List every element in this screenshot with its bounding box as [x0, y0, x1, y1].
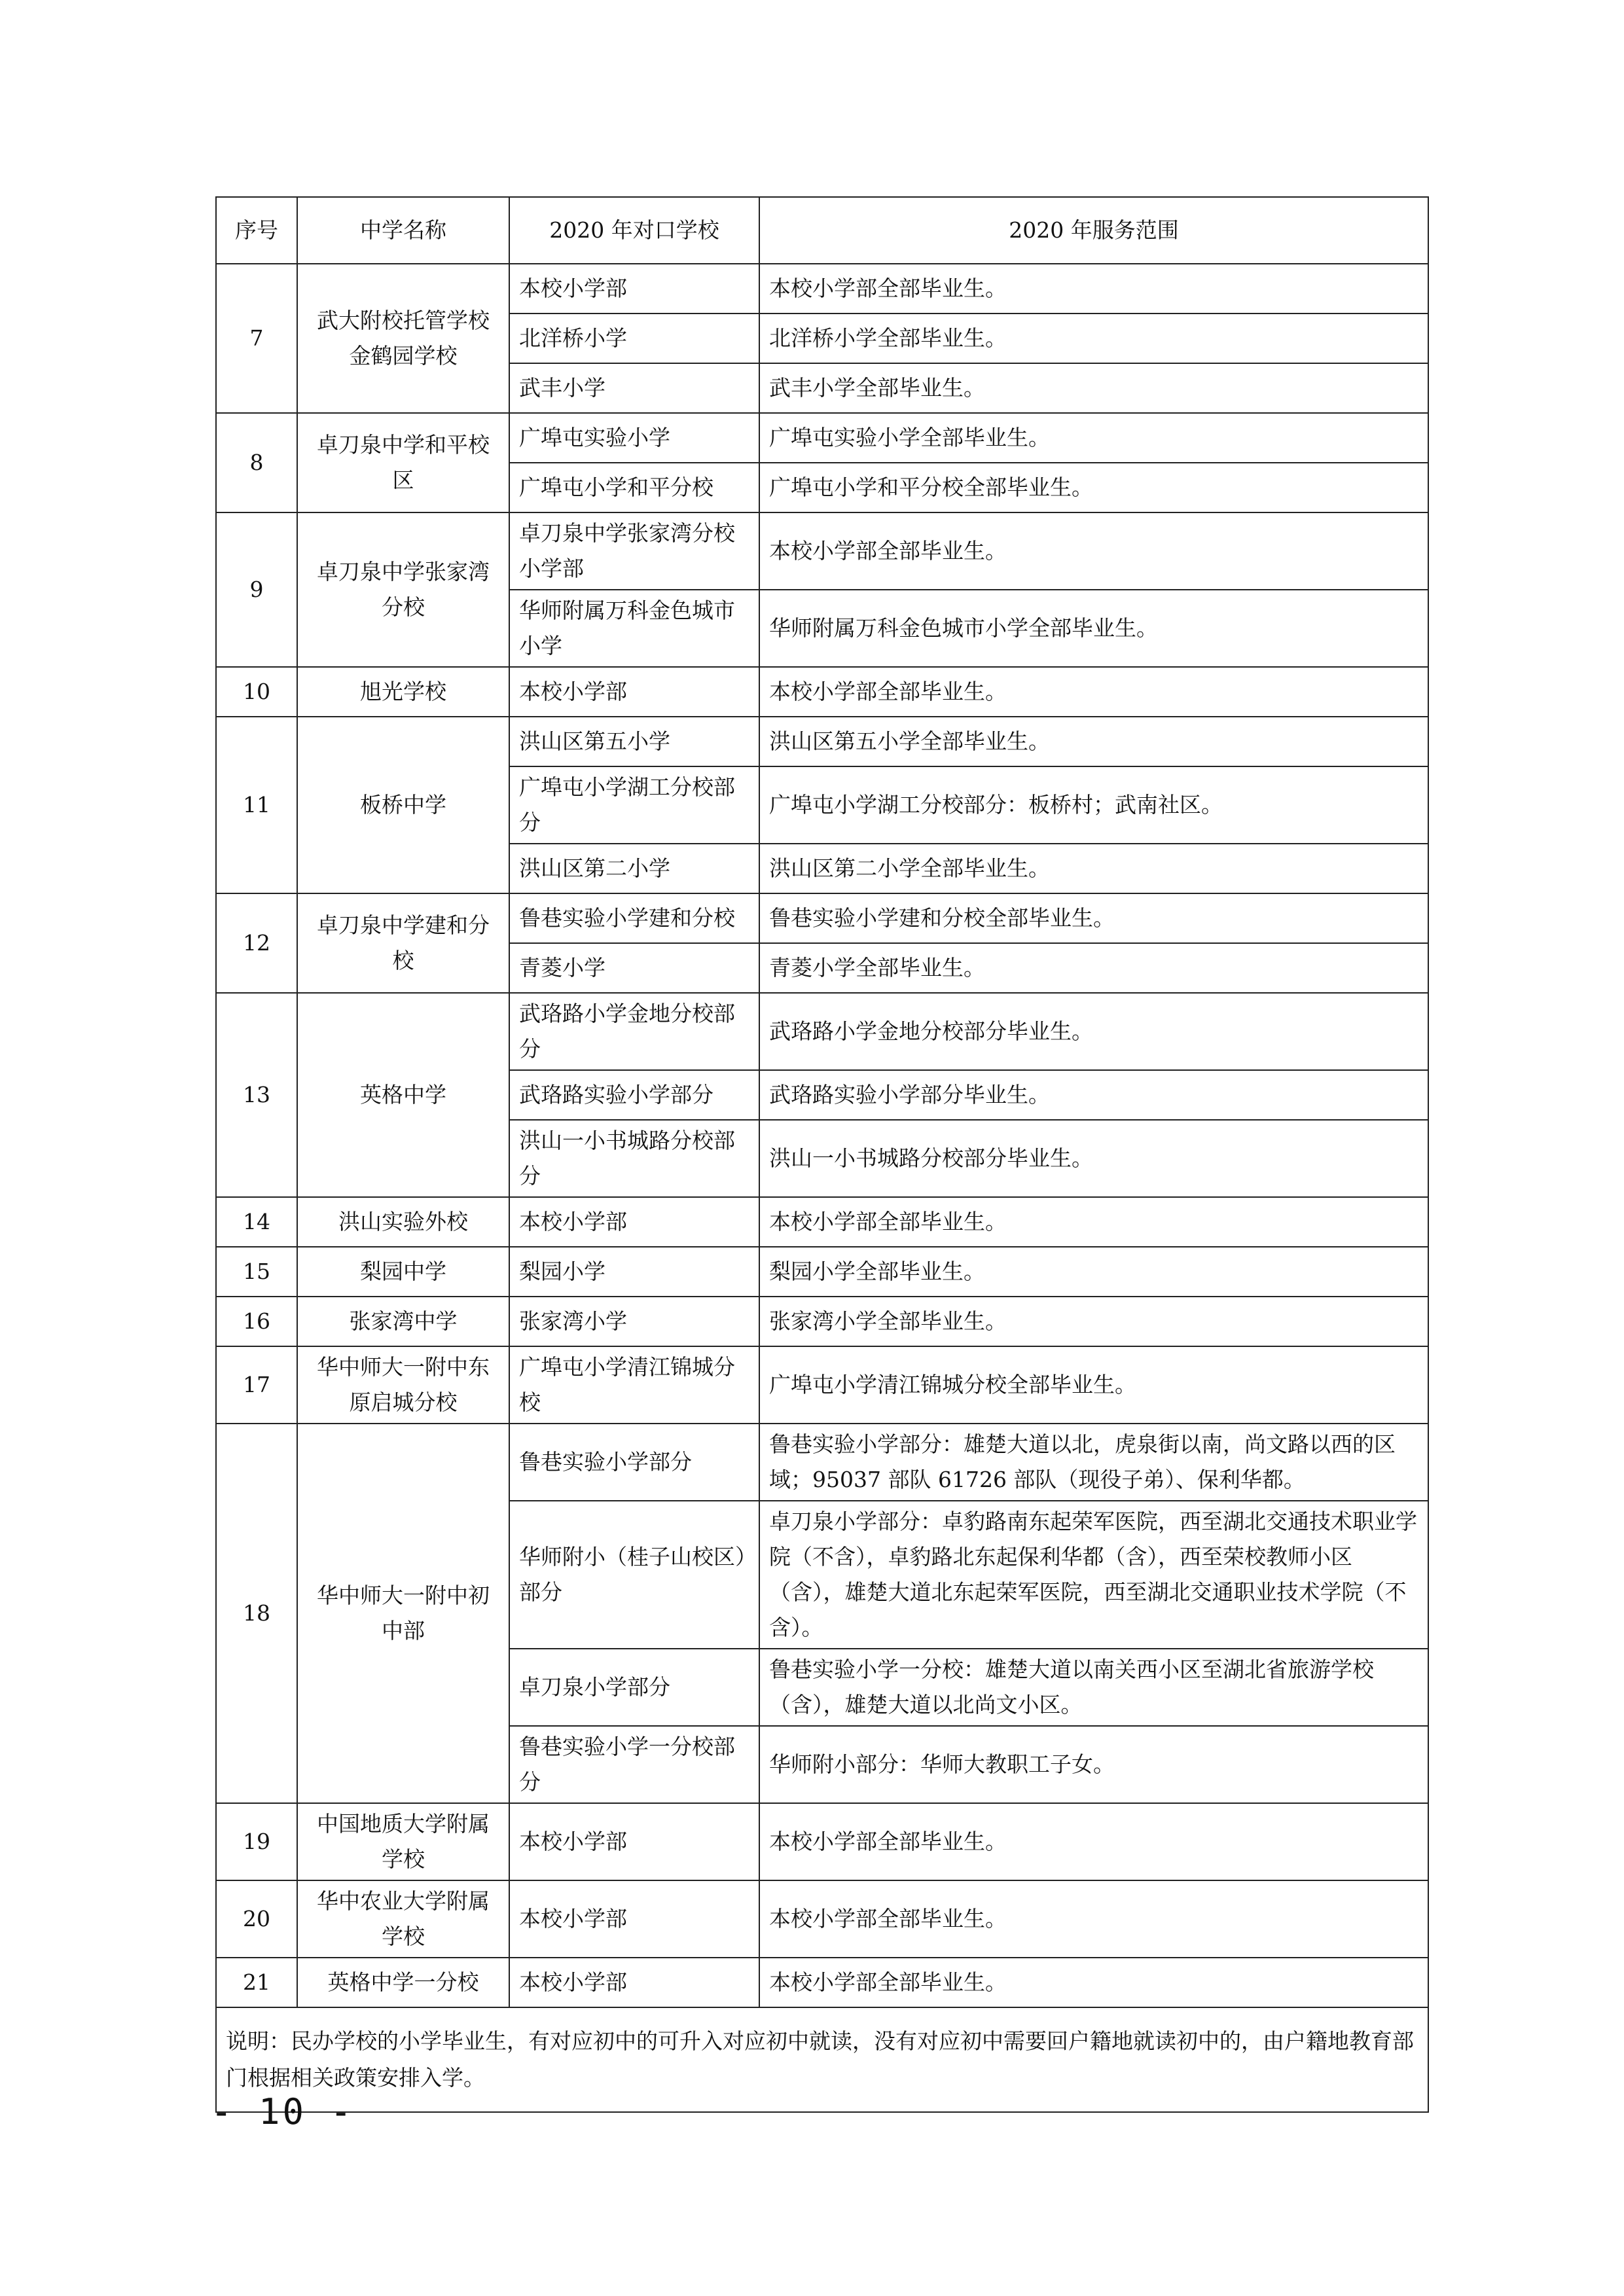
service-scope-cell: 梨园小学全部毕业生。 — [759, 1247, 1428, 1297]
service-scope-cell: 本校小学部全部毕业生。 — [759, 512, 1428, 590]
header-paired-school: 2020 年对口学校 — [509, 197, 759, 264]
paired-school-cell: 武珞路实验小学部分 — [509, 1070, 759, 1120]
service-scope-cell: 武丰小学全部毕业生。 — [759, 363, 1428, 413]
page-number: - 10 - — [211, 2091, 355, 2132]
serial-number-cell: 9 — [216, 512, 297, 667]
service-scope-cell: 华师附属万科金色城市小学全部毕业生。 — [759, 590, 1428, 667]
paired-school-cell: 北洋桥小学 — [509, 314, 759, 363]
table-row — [216, 413, 1428, 463]
table-row — [216, 1424, 1428, 1501]
service-scope-cell: 鲁巷实验小学部分：雄楚大道以北，虎泉街以南，尚文路以西的区域；95037 部队 61726 部队（现役子弟）、保利华都。 — [759, 1424, 1428, 1501]
serial-number-cell: 15 — [216, 1247, 297, 1297]
school-assignment-table — [215, 196, 1429, 2113]
service-scope-cell: 广埠屯小学湖工分校部分：板桥村；武南社区。 — [759, 766, 1428, 844]
table-note: 说明：民办学校的小学毕业生，有对应初中的可升入对应初中就读，没有对应初中需要回户籍地就读初中的，由户籍地教育部门根据相关政策安排入学。 — [216, 2007, 1428, 2112]
paired-school-cell: 武珞路小学金地分校部分 — [509, 993, 759, 1070]
service-scope-cell: 武珞路小学金地分校部分毕业生。 — [759, 993, 1428, 1070]
service-scope-cell: 本校小学部全部毕业生。 — [759, 1958, 1428, 2007]
middle-school-cell: 华中师大一附中初中部 — [297, 1424, 509, 1803]
serial-number-cell: 19 — [216, 1803, 297, 1880]
service-scope-cell: 武珞路实验小学部分毕业生。 — [759, 1070, 1428, 1120]
table-row — [216, 1346, 1428, 1424]
serial-number-cell: 7 — [216, 264, 297, 413]
middle-school-cell: 华中农业大学附属学校 — [297, 1880, 509, 1958]
serial-number-cell: 12 — [216, 893, 297, 993]
service-scope-cell: 卓刀泉小学部分：卓豹路南东起荣军医院，西至湖北交通技术职业学院（不含），卓豹路北东起保利华都（含），西至荣校教师小区（含），雄楚大道北东起荣军医院，西至湖北交通职业技术学院（不含）。 — [759, 1501, 1428, 1649]
service-scope-cell: 鲁巷实验小学一分校：雄楚大道以南关西小区至湖北省旅游学校（含），雄楚大道以北尚文小区。 — [759, 1649, 1428, 1726]
table-row — [216, 893, 1428, 943]
middle-school-cell: 中国地质大学附属学校 — [297, 1803, 509, 1880]
paired-school-cell: 华师附属万科金色城市小学 — [509, 590, 759, 667]
service-scope-cell: 鲁巷实验小学建和分校全部毕业生。 — [759, 893, 1428, 943]
paired-school-cell: 梨园小学 — [509, 1247, 759, 1297]
header-serial-number: 序号 — [216, 197, 297, 264]
middle-school-cell: 卓刀泉中学建和分校 — [297, 893, 509, 993]
service-scope-cell: 华师附小部分：华师大教职工子女。 — [759, 1726, 1428, 1803]
paired-school-cell: 洪山区第二小学 — [509, 844, 759, 893]
table-row — [216, 717, 1428, 766]
service-scope-cell: 广埠屯实验小学全部毕业生。 — [759, 413, 1428, 463]
table-row — [216, 1958, 1428, 2007]
paired-school-cell: 张家湾小学 — [509, 1297, 759, 1346]
service-scope-cell: 张家湾小学全部毕业生。 — [759, 1297, 1428, 1346]
paired-school-cell: 本校小学部 — [509, 1803, 759, 1880]
paired-school-cell: 本校小学部 — [509, 1197, 759, 1247]
serial-number-cell: 11 — [216, 717, 297, 893]
serial-number-cell: 14 — [216, 1197, 297, 1247]
table-row — [216, 993, 1428, 1070]
middle-school-cell: 张家湾中学 — [297, 1297, 509, 1346]
table-header-row — [216, 197, 1428, 264]
header-service-scope: 2020 年服务范围 — [759, 197, 1428, 264]
paired-school-cell: 华师附小（桂子山校区）部分 — [509, 1501, 759, 1649]
table-row — [216, 1247, 1428, 1297]
paired-school-cell: 广埠屯实验小学 — [509, 413, 759, 463]
service-scope-cell: 本校小学部全部毕业生。 — [759, 1197, 1428, 1247]
middle-school-cell: 板桥中学 — [297, 717, 509, 893]
paired-school-cell: 卓刀泉小学部分 — [509, 1649, 759, 1726]
service-scope-cell: 本校小学部全部毕业生。 — [759, 1803, 1428, 1880]
service-scope-cell: 洪山一小书城路分校部分毕业生。 — [759, 1120, 1428, 1197]
service-scope-cell: 洪山区第五小学全部毕业生。 — [759, 717, 1428, 766]
paired-school-cell: 卓刀泉中学张家湾分校小学部 — [509, 512, 759, 590]
paired-school-cell: 洪山区第五小学 — [509, 717, 759, 766]
serial-number-cell: 20 — [216, 1880, 297, 1958]
table-row — [216, 1803, 1428, 1880]
middle-school-cell: 卓刀泉中学和平校区 — [297, 413, 509, 512]
serial-number-cell: 8 — [216, 413, 297, 512]
paired-school-cell: 鲁巷实验小学部分 — [509, 1424, 759, 1501]
middle-school-cell: 梨园中学 — [297, 1247, 509, 1297]
serial-number-cell: 13 — [216, 993, 297, 1197]
middle-school-cell: 华中师大一附中东原启城分校 — [297, 1346, 509, 1424]
serial-number-cell: 17 — [216, 1346, 297, 1424]
middle-school-cell: 武大附校托管学校金鹤园学校 — [297, 264, 509, 413]
middle-school-cell: 卓刀泉中学张家湾分校 — [297, 512, 509, 667]
note-row — [216, 2007, 1428, 2112]
paired-school-cell: 洪山一小书城路分校部分 — [509, 1120, 759, 1197]
service-scope-cell: 青菱小学全部毕业生。 — [759, 943, 1428, 993]
service-scope-cell: 广埠屯小学和平分校全部毕业生。 — [759, 463, 1428, 512]
service-scope-cell: 洪山区第二小学全部毕业生。 — [759, 844, 1428, 893]
header-middle-school: 中学名称 — [297, 197, 509, 264]
paired-school-cell: 鲁巷实验小学建和分校 — [509, 893, 759, 943]
service-scope-cell: 本校小学部全部毕业生。 — [759, 667, 1428, 717]
serial-number-cell: 18 — [216, 1424, 297, 1803]
paired-school-cell: 本校小学部 — [509, 1880, 759, 1958]
serial-number-cell: 10 — [216, 667, 297, 717]
middle-school-cell: 洪山实验外校 — [297, 1197, 509, 1247]
service-scope-cell: 广埠屯小学清江锦城分校全部毕业生。 — [759, 1346, 1428, 1424]
middle-school-cell: 旭光学校 — [297, 667, 509, 717]
paired-school-cell: 广埠屯小学湖工分校部分 — [509, 766, 759, 844]
middle-school-cell: 英格中学 — [297, 993, 509, 1197]
table-row — [216, 512, 1428, 590]
service-scope-cell: 本校小学部全部毕业生。 — [759, 1880, 1428, 1958]
table-row — [216, 264, 1428, 314]
serial-number-cell: 21 — [216, 1958, 297, 2007]
table-row — [216, 1197, 1428, 1247]
paired-school-cell: 鲁巷实验小学一分校部分 — [509, 1726, 759, 1803]
serial-number-cell: 16 — [216, 1297, 297, 1346]
paired-school-cell: 广埠屯小学和平分校 — [509, 463, 759, 512]
service-scope-cell: 本校小学部全部毕业生。 — [759, 264, 1428, 314]
table-row — [216, 667, 1428, 717]
paired-school-cell: 本校小学部 — [509, 667, 759, 717]
paired-school-cell: 本校小学部 — [509, 1958, 759, 2007]
middle-school-cell: 英格中学一分校 — [297, 1958, 509, 2007]
paired-school-cell: 广埠屯小学清江锦城分校 — [509, 1346, 759, 1424]
table-row — [216, 1880, 1428, 1958]
table-row — [216, 1297, 1428, 1346]
paired-school-cell: 青菱小学 — [509, 943, 759, 993]
paired-school-cell: 武丰小学 — [509, 363, 759, 413]
table-body — [216, 264, 1428, 2112]
service-scope-cell: 北洋桥小学全部毕业生。 — [759, 314, 1428, 363]
paired-school-cell: 本校小学部 — [509, 264, 759, 314]
